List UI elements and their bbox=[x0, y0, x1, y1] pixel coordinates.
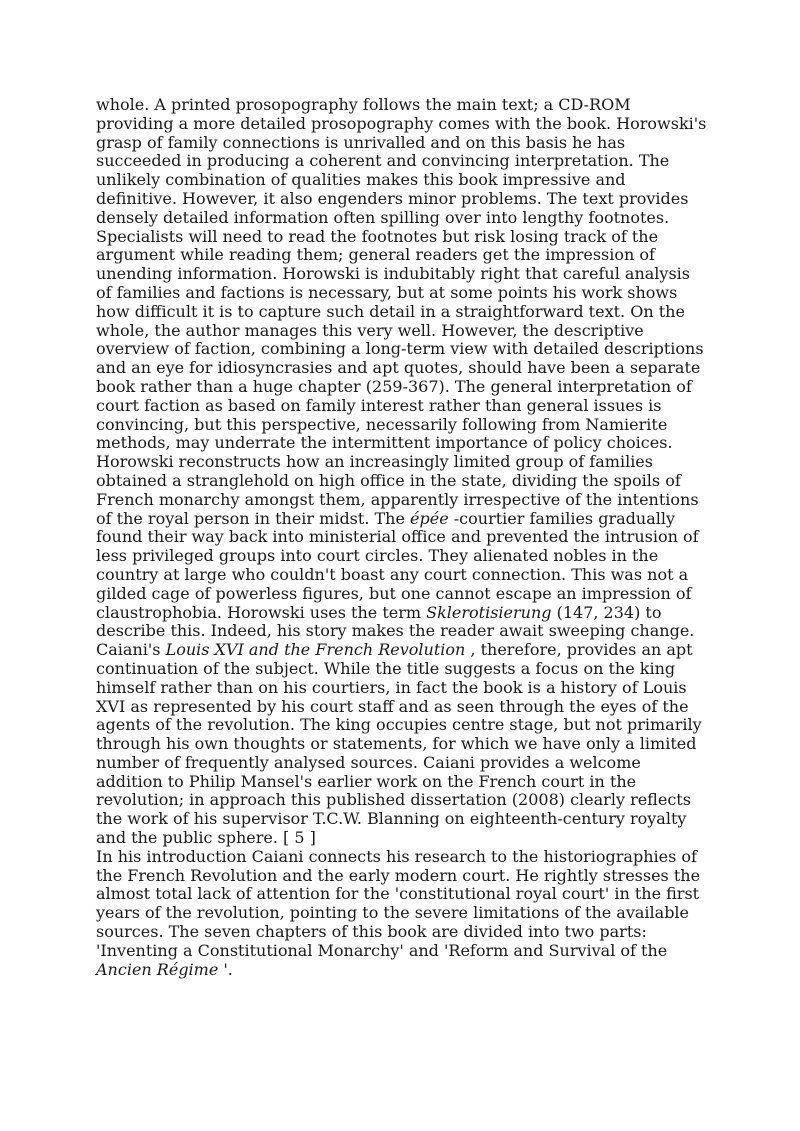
paragraph bbox=[96, 453, 708, 641]
paragraph-text: Horowski reconstructs how an increasingly limited group of families obtained a stranglehold on high office in the state, dividing the spoils of French monarchy amongst them, apparently irrespective of the intentions of the royal person in their midst. The bbox=[96, 452, 699, 528]
paragraph bbox=[96, 641, 708, 848]
document-body bbox=[96, 96, 708, 979]
paragraph bbox=[96, 848, 708, 980]
italic-term: Sklerotisierung bbox=[426, 602, 552, 622]
paragraph-text: -courtier families gradually found their way back into ministerial office and prevented the intrusion of less privileged groups into court circles. They alienated nobles in the country at large who couldn't boast any court connection. This was not a gilded cage of powerless figures, but one cannot escape an impression of claustrophobia. Horowski uses the term bbox=[96, 508, 699, 622]
paragraph-text: whole. A printed prosopography follows the main text; a CD-ROM providing a more detailed prosopography comes with the book. Horowski's grasp of family connections is unrivalled and on this basis he has succeeded in producing a coherent and convincing interpretation. The unlikely combination of qualities makes this book impressive and definitive. However, it also engenders minor problems. The text provides densely detailed information often spilling over into lengthy footnotes. Specialists will need to read the footnotes but risk losing track of the argument while reading them; general readers get the impression of unending information. Horowski is indubitably right that careful analysis of families and factions is necessary, but at some points his work shows how difficult it is to capture such detail in a straightforward text. On the whole, the author manages this very well. However, the descriptive overview of faction, combining a long-term view with detailed descriptions and an eye for idiosyncrasies and apt quotes, should have been a separate book rather than a huge chapter (259-367). The general interpretation of court faction as based on family interest rather than general issues is convincing, but this perspective, necessarily following from Namierite methods, may underrate the intermittent importance of policy choices. bbox=[96, 95, 707, 453]
paragraph-text: In his introduction Caiani connects his research to the historiographies of the French Revolution and the early modern court. He rightly stresses the almost total lack of attention for the 'constitutional royal court' in the first years of the revolution, pointing to the severe limitations of the available sources. The seven chapters of this book are divided into two parts: 'Inventing a Constitutional Monarchy' and 'Reform and Survival of the bbox=[96, 846, 701, 960]
paragraph-text: , therefore, provides an apt continuation of the subject. While the title suggests a focus on the king himself rather than on his courtiers, in fact the book is a history of Louis XVI as represented by his court staff and as seen through the eyes of the agents of the revolution. The king occupies centre stage, but not primarily through his own thoughts or statements, for which we have only a limited number of frequently analysed sources. Caiani provides a welcome addition to Philip Mansel's earlier work on the French court in the revolution; in approach this published dissertation (2008) clearly reflects the work of his supervisor T.C.W. Blanning on eighteenth-century royalty and the public sphere. [ 5 ] bbox=[96, 640, 702, 848]
paragraph-text: (147, 234) to describe this. Indeed, his story makes the reader await sweeping change. bbox=[96, 602, 695, 641]
paragraph-text: '. bbox=[218, 959, 233, 979]
book-title: Louis XVI and the French Revolution bbox=[165, 640, 466, 660]
italic-term: épée bbox=[410, 508, 449, 528]
paragraph bbox=[96, 96, 708, 453]
paragraph-text: Caiani's bbox=[96, 640, 166, 660]
italic-term: Ancien Régime bbox=[96, 959, 219, 979]
